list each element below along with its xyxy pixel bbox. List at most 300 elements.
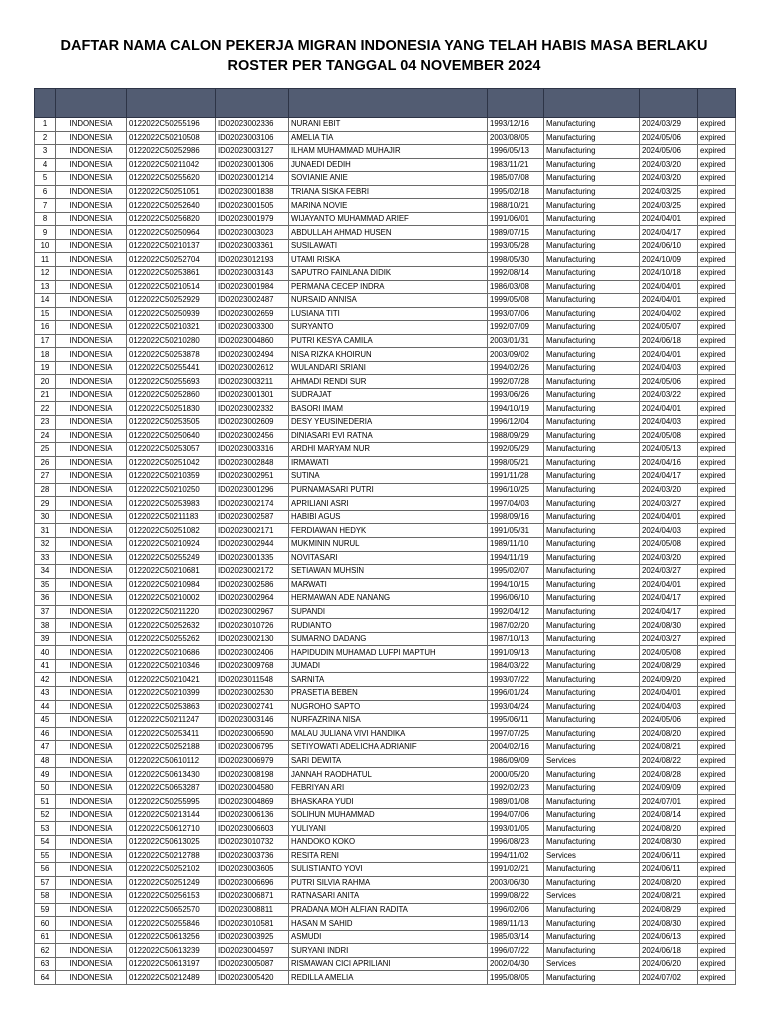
worker-name-cell: SUDRAJAT <box>289 388 488 402</box>
registration-code-cell: 0122022C50613256 <box>127 930 216 944</box>
candidate-id-cell: ID02023009768 <box>216 659 289 673</box>
row-number-cell: 6 <box>35 185 56 199</box>
birth-date-cell: 1993/07/06 <box>488 307 544 321</box>
birth-date-cell: 1995/02/07 <box>488 565 544 579</box>
registration-code-cell: 0122022C50253057 <box>127 443 216 457</box>
table-row <box>35 700 736 714</box>
worker-name-cell: PRASETIA BEBEN <box>289 686 488 700</box>
table-row <box>35 267 736 281</box>
status-cell: expired <box>698 145 736 159</box>
sector-cell: Manufacturing <box>544 605 640 619</box>
worker-name-cell: RESITA RENI <box>289 849 488 863</box>
candidate-id-cell: ID02023002456 <box>216 429 289 443</box>
status-cell: expired <box>698 849 736 863</box>
expiry-date-cell: 2024/06/11 <box>640 863 698 877</box>
row-number-cell: 61 <box>35 930 56 944</box>
country-cell: INDONESIA <box>56 226 127 240</box>
sector-cell: Manufacturing <box>544 443 640 457</box>
candidate-id-cell: ID02023008811 <box>216 903 289 917</box>
birth-date-cell: 1989/11/10 <box>488 537 544 551</box>
expiry-date-cell: 2024/04/02 <box>640 307 698 321</box>
expiry-date-cell: 2024/04/01 <box>640 686 698 700</box>
row-number-cell: 52 <box>35 808 56 822</box>
sector-cell: Manufacturing <box>544 808 640 822</box>
birth-date-cell: 1997/07/25 <box>488 727 544 741</box>
birth-date-cell: 1987/10/13 <box>488 632 544 646</box>
birth-date-cell: 2003/01/31 <box>488 334 544 348</box>
worker-name-cell: NISA RIZKA KHOIRUN <box>289 348 488 362</box>
birth-date-cell: 1993/04/24 <box>488 700 544 714</box>
status-cell: expired <box>698 781 736 795</box>
expiry-date-cell: 2024/03/25 <box>640 185 698 199</box>
expiry-date-cell: 2024/08/14 <box>640 808 698 822</box>
sector-cell: Manufacturing <box>544 795 640 809</box>
registration-code-cell: 0122022C50210681 <box>127 565 216 579</box>
sector-cell: Manufacturing <box>544 416 640 430</box>
birth-date-cell: 1992/05/29 <box>488 443 544 457</box>
table-row <box>35 971 736 985</box>
status-cell: expired <box>698 903 736 917</box>
table-row <box>35 361 736 375</box>
sector-cell: Manufacturing <box>544 172 640 186</box>
country-cell: INDONESIA <box>56 754 127 768</box>
table-row <box>35 524 736 538</box>
sector-cell: Manufacturing <box>544 741 640 755</box>
table-row <box>35 118 736 132</box>
worker-name-cell: SOVIANIE ANIE <box>289 172 488 186</box>
country-cell: INDONESIA <box>56 483 127 497</box>
country-cell: INDONESIA <box>56 835 127 849</box>
row-number-cell: 13 <box>35 280 56 294</box>
registration-code-cell: 0122022C50252632 <box>127 619 216 633</box>
table-row <box>35 808 736 822</box>
expiry-date-cell: 2024/08/30 <box>640 917 698 931</box>
expiry-date-cell: 2024/05/06 <box>640 714 698 728</box>
candidate-id-cell: ID02023001838 <box>216 185 289 199</box>
registration-code-cell: 0122022C50212788 <box>127 849 216 863</box>
candidate-id-cell: ID02023001296 <box>216 483 289 497</box>
country-cell: INDONESIA <box>56 578 127 592</box>
worker-name-cell: HAPIDUDIN MUHAMAD LUFPI MAPTUH <box>289 646 488 660</box>
country-cell: INDONESIA <box>56 388 127 402</box>
worker-name-cell: SULISTIANTO YOVI <box>289 863 488 877</box>
table-row <box>35 497 736 511</box>
candidate-id-cell: ID02023003925 <box>216 930 289 944</box>
birth-date-cell: 1993/01/05 <box>488 822 544 836</box>
country-cell: INDONESIA <box>56 524 127 538</box>
worker-name-cell: JUMADI <box>289 659 488 673</box>
country-cell: INDONESIA <box>56 172 127 186</box>
birth-date-cell: 1996/10/25 <box>488 483 544 497</box>
row-number-cell: 23 <box>35 416 56 430</box>
expiry-date-cell: 2024/03/20 <box>640 483 698 497</box>
country-cell: INDONESIA <box>56 212 127 226</box>
candidate-id-cell: ID02023006136 <box>216 808 289 822</box>
status-cell: expired <box>698 158 736 172</box>
table-row <box>35 944 736 958</box>
candidate-id-cell: ID02023002332 <box>216 402 289 416</box>
worker-name-cell: MUKMININ NURUL <box>289 537 488 551</box>
table-row <box>35 849 736 863</box>
sector-cell: Manufacturing <box>544 700 640 714</box>
worker-name-cell: JANNAH RAODHATUL <box>289 768 488 782</box>
sector-cell: Manufacturing <box>544 673 640 687</box>
registration-code-cell: 0122022C50613239 <box>127 944 216 958</box>
sector-cell: Manufacturing <box>544 632 640 646</box>
worker-name-cell: AHMADI RENDI SUR <box>289 375 488 389</box>
expiry-date-cell: 2024/06/11 <box>640 849 698 863</box>
candidate-id-cell: ID02023001984 <box>216 280 289 294</box>
registration-code-cell: 0122022C50251051 <box>127 185 216 199</box>
candidate-id-cell: ID02023002172 <box>216 565 289 579</box>
expiry-date-cell: 2024/05/08 <box>640 429 698 443</box>
sector-cell: Manufacturing <box>544 646 640 660</box>
status-cell: expired <box>698 375 736 389</box>
status-cell: expired <box>698 416 736 430</box>
expiry-date-cell: 2024/03/27 <box>640 565 698 579</box>
row-number-cell: 50 <box>35 781 56 795</box>
candidate-id-cell: ID02023001505 <box>216 199 289 213</box>
registration-code-cell: 0122022C50250964 <box>127 226 216 240</box>
country-cell: INDONESIA <box>56 131 127 145</box>
expiry-date-cell: 2024/06/20 <box>640 957 698 971</box>
expiry-date-cell: 2024/03/27 <box>640 497 698 511</box>
expiry-date-cell: 2024/04/01 <box>640 212 698 226</box>
row-number-cell: 10 <box>35 239 56 253</box>
status-cell: expired <box>698 578 736 592</box>
table-row <box>35 876 736 890</box>
table-row <box>35 741 736 755</box>
worker-name-cell: PUTRI SILVIA RAHMA <box>289 876 488 890</box>
status-cell: expired <box>698 957 736 971</box>
table-row <box>35 578 736 592</box>
country-cell: INDONESIA <box>56 808 127 822</box>
birth-date-cell: 1985/03/14 <box>488 930 544 944</box>
table-row <box>35 822 736 836</box>
row-number-cell: 64 <box>35 971 56 985</box>
table-row <box>35 307 736 321</box>
row-number-cell: 51 <box>35 795 56 809</box>
header-cell <box>35 89 56 118</box>
status-cell: expired <box>698 700 736 714</box>
status-cell: expired <box>698 537 736 551</box>
expiry-date-cell: 2024/03/27 <box>640 632 698 646</box>
birth-date-cell: 1985/07/08 <box>488 172 544 186</box>
row-number-cell: 12 <box>35 267 56 281</box>
table-row <box>35 483 736 497</box>
header-cell <box>488 89 544 118</box>
worker-name-cell: MARWATI <box>289 578 488 592</box>
row-number-cell: 37 <box>35 605 56 619</box>
status-cell: expired <box>698 673 736 687</box>
worker-name-cell: PUTRI KESYA CAMILA <box>289 334 488 348</box>
sector-cell: Manufacturing <box>544 267 640 281</box>
row-number-cell: 38 <box>35 619 56 633</box>
sector-cell: Manufacturing <box>544 510 640 524</box>
candidate-id-cell: ID02023004580 <box>216 781 289 795</box>
table-body <box>35 118 736 985</box>
expiry-date-cell: 2024/08/21 <box>640 741 698 755</box>
expiry-date-cell: 2024/04/01 <box>640 510 698 524</box>
status-cell: expired <box>698 930 736 944</box>
sector-cell: Manufacturing <box>544 971 640 985</box>
status-cell: expired <box>698 768 736 782</box>
registration-code-cell: 0122022C50210280 <box>127 334 216 348</box>
row-number-cell: 26 <box>35 456 56 470</box>
header-cell <box>56 89 127 118</box>
registration-code-cell: 0122022C50251830 <box>127 402 216 416</box>
sector-cell: Manufacturing <box>544 145 640 159</box>
birth-date-cell: 1998/05/21 <box>488 456 544 470</box>
candidate-id-cell: ID02023002130 <box>216 632 289 646</box>
row-number-cell: 32 <box>35 537 56 551</box>
status-cell: expired <box>698 118 736 132</box>
status-cell: expired <box>698 741 736 755</box>
status-cell: expired <box>698 294 736 308</box>
sector-cell: Manufacturing <box>544 659 640 673</box>
registration-code-cell: 0122022C50250939 <box>127 307 216 321</box>
table-row <box>35 537 736 551</box>
birth-date-cell: 1989/07/15 <box>488 226 544 240</box>
worker-name-cell: NURANI EBIT <box>289 118 488 132</box>
candidate-id-cell: ID02023001306 <box>216 158 289 172</box>
candidate-id-cell: ID02023002171 <box>216 524 289 538</box>
expiry-date-cell: 2024/05/08 <box>640 646 698 660</box>
candidate-id-cell: ID02023002336 <box>216 118 289 132</box>
candidate-id-cell: ID02023004869 <box>216 795 289 809</box>
sector-cell: Manufacturing <box>544 158 640 172</box>
registration-code-cell: 0122022C50252188 <box>127 741 216 755</box>
candidate-id-cell: ID02023006590 <box>216 727 289 741</box>
worker-name-cell: IRMAWATI <box>289 456 488 470</box>
country-cell: INDONESIA <box>56 185 127 199</box>
expiry-date-cell: 2024/06/18 <box>640 944 698 958</box>
country-cell: INDONESIA <box>56 199 127 213</box>
worker-name-cell: NUGROHO SAPTO <box>289 700 488 714</box>
table-row <box>35 199 736 213</box>
country-cell: INDONESIA <box>56 700 127 714</box>
birth-date-cell: 1992/02/23 <box>488 781 544 795</box>
worker-name-cell: HERMAWAN ADE NANANG <box>289 592 488 606</box>
registration-code-cell: 0122022C50613430 <box>127 768 216 782</box>
status-cell: expired <box>698 714 736 728</box>
table-header-row <box>35 89 736 118</box>
expiry-date-cell: 2024/08/30 <box>640 835 698 849</box>
worker-name-cell: SUPANDI <box>289 605 488 619</box>
status-cell: expired <box>698 754 736 768</box>
country-cell: INDONESIA <box>56 822 127 836</box>
birth-date-cell: 1996/01/24 <box>488 686 544 700</box>
status-cell: expired <box>698 835 736 849</box>
worker-name-cell: UTAMI RISKA <box>289 253 488 267</box>
expiry-date-cell: 2024/07/02 <box>640 971 698 985</box>
birth-date-cell: 1986/09/09 <box>488 754 544 768</box>
registration-code-cell: 0122022C50613197 <box>127 957 216 971</box>
sector-cell: Manufacturing <box>544 429 640 443</box>
registration-code-cell: 0122022C50253863 <box>127 700 216 714</box>
registration-code-cell: 0122022C50211220 <box>127 605 216 619</box>
table-row <box>35 172 736 186</box>
status-cell: expired <box>698 605 736 619</box>
sector-cell: Manufacturing <box>544 388 640 402</box>
candidate-id-cell: ID02023003605 <box>216 863 289 877</box>
table-row <box>35 781 736 795</box>
row-number-cell: 22 <box>35 402 56 416</box>
row-number-cell: 53 <box>35 822 56 836</box>
worker-name-cell: WULANDARI SRIANI <box>289 361 488 375</box>
country-cell: INDONESIA <box>56 253 127 267</box>
worker-name-cell: NURSAID ANNISA <box>289 294 488 308</box>
sector-cell: Manufacturing <box>544 917 640 931</box>
row-number-cell: 30 <box>35 510 56 524</box>
status-cell: expired <box>698 510 736 524</box>
row-number-cell: 7 <box>35 199 56 213</box>
candidate-id-cell: ID02023006696 <box>216 876 289 890</box>
sector-cell: Manufacturing <box>544 456 640 470</box>
registration-code-cell: 0122022C50253878 <box>127 348 216 362</box>
birth-date-cell: 1988/10/21 <box>488 199 544 213</box>
country-cell: INDONESIA <box>56 565 127 579</box>
sector-cell: Manufacturing <box>544 118 640 132</box>
row-number-cell: 2 <box>35 131 56 145</box>
status-cell: expired <box>698 456 736 470</box>
registration-code-cell: 0122022C50211247 <box>127 714 216 728</box>
sector-cell: Manufacturing <box>544 199 640 213</box>
row-number-cell: 56 <box>35 863 56 877</box>
sector-cell: Manufacturing <box>544 835 640 849</box>
sector-cell: Manufacturing <box>544 578 640 592</box>
sector-cell: Manufacturing <box>544 212 640 226</box>
sector-cell: Manufacturing <box>544 185 640 199</box>
registration-code-cell: 0122022C50212489 <box>127 971 216 985</box>
document-subtitle: ROSTER PER TANGGAL 04 NOVEMBER 2024 <box>227 58 541 74</box>
worker-name-cell: BASORI IMAM <box>289 402 488 416</box>
expiry-date-cell: 2024/10/18 <box>640 267 698 281</box>
worker-name-cell: SETIAWAN MUHSIN <box>289 565 488 579</box>
registration-code-cell: 0122022C50255262 <box>127 632 216 646</box>
birth-date-cell: 1996/07/22 <box>488 944 544 958</box>
sector-cell: Manufacturing <box>544 686 640 700</box>
worker-name-cell: MARINA NOVIE <box>289 199 488 213</box>
header-cell <box>289 89 488 118</box>
birth-date-cell: 1993/07/22 <box>488 673 544 687</box>
status-cell: expired <box>698 686 736 700</box>
sector-cell: Manufacturing <box>544 619 640 633</box>
row-number-cell: 42 <box>35 673 56 687</box>
row-number-cell: 62 <box>35 944 56 958</box>
sector-cell: Manufacturing <box>544 226 640 240</box>
worker-name-cell: SARNITA <box>289 673 488 687</box>
expiry-date-cell: 2024/09/09 <box>640 781 698 795</box>
registration-code-cell: 0122022C50652570 <box>127 903 216 917</box>
expiry-date-cell: 2024/08/20 <box>640 727 698 741</box>
status-cell: expired <box>698 199 736 213</box>
candidate-id-cell: ID02023003146 <box>216 714 289 728</box>
expiry-date-cell: 2024/04/16 <box>640 456 698 470</box>
country-cell: INDONESIA <box>56 849 127 863</box>
expiry-date-cell: 2024/10/09 <box>640 253 698 267</box>
table-row <box>35 863 736 877</box>
expiry-date-cell: 2024/04/17 <box>640 592 698 606</box>
worker-name-cell: SUMARNO DADANG <box>289 632 488 646</box>
country-cell: INDONESIA <box>56 375 127 389</box>
expiry-date-cell: 2024/03/22 <box>640 388 698 402</box>
sector-cell: Manufacturing <box>544 470 640 484</box>
birth-date-cell: 1997/04/03 <box>488 497 544 511</box>
table-row <box>35 565 736 579</box>
table-row <box>35 145 736 159</box>
country-cell: INDONESIA <box>56 673 127 687</box>
status-cell: expired <box>698 361 736 375</box>
registration-code-cell: 0122022C50251042 <box>127 456 216 470</box>
worker-name-cell: BHASKARA YUDI <box>289 795 488 809</box>
worker-name-cell: ILHAM MUHAMMAD MUHAJIR <box>289 145 488 159</box>
row-number-cell: 63 <box>35 957 56 971</box>
country-cell: INDONESIA <box>56 429 127 443</box>
country-cell: INDONESIA <box>56 416 127 430</box>
registration-code-cell: 0122022C50612710 <box>127 822 216 836</box>
expiry-date-cell: 2024/04/01 <box>640 280 698 294</box>
candidate-id-cell: ID02023003143 <box>216 267 289 281</box>
status-cell: expired <box>698 321 736 335</box>
registration-code-cell: 0122022C50210984 <box>127 578 216 592</box>
worker-name-cell: SARI DEWITA <box>289 754 488 768</box>
country-cell: INDONESIA <box>56 361 127 375</box>
table-row <box>35 795 736 809</box>
birth-date-cell: 2003/09/02 <box>488 348 544 362</box>
birth-date-cell: 1986/03/08 <box>488 280 544 294</box>
sector-cell: Manufacturing <box>544 483 640 497</box>
row-number-cell: 31 <box>35 524 56 538</box>
registration-code-cell: 0122022C50252860 <box>127 388 216 402</box>
candidate-id-cell: ID02023011548 <box>216 673 289 687</box>
row-number-cell: 43 <box>35 686 56 700</box>
sector-cell: Manufacturing <box>544 537 640 551</box>
header-cell <box>544 89 640 118</box>
table-row <box>35 185 736 199</box>
expiry-date-cell: 2024/03/20 <box>640 158 698 172</box>
candidate-id-cell: ID02023010732 <box>216 835 289 849</box>
country-cell: INDONESIA <box>56 280 127 294</box>
birth-date-cell: 1992/04/12 <box>488 605 544 619</box>
table-row <box>35 619 736 633</box>
registration-code-cell: 0122022C50610112 <box>127 754 216 768</box>
row-number-cell: 59 <box>35 903 56 917</box>
registration-code-cell: 0122022C50255693 <box>127 375 216 389</box>
expiry-date-cell: 2024/08/28 <box>640 768 698 782</box>
birth-date-cell: 1988/09/29 <box>488 429 544 443</box>
registration-code-cell: 0122022C50653287 <box>127 781 216 795</box>
row-number-cell: 8 <box>35 212 56 226</box>
worker-name-cell: REDILLA AMELIA <box>289 971 488 985</box>
table-row <box>35 226 736 240</box>
country-cell: INDONESIA <box>56 145 127 159</box>
birth-date-cell: 1996/05/13 <box>488 145 544 159</box>
country-cell: INDONESIA <box>56 863 127 877</box>
worker-name-cell: NOVITASARI <box>289 551 488 565</box>
expiry-date-cell: 2024/03/25 <box>640 199 698 213</box>
table-row <box>35 158 736 172</box>
row-number-cell: 19 <box>35 361 56 375</box>
country-cell: INDONESIA <box>56 727 127 741</box>
country-cell: INDONESIA <box>56 239 127 253</box>
table-row <box>35 416 736 430</box>
row-number-cell: 55 <box>35 849 56 863</box>
table-row <box>35 917 736 931</box>
registration-code-cell: 0122022C50253505 <box>127 416 216 430</box>
worker-name-cell: LUSIANA TITI <box>289 307 488 321</box>
candidate-id-cell: ID02023002967 <box>216 605 289 619</box>
